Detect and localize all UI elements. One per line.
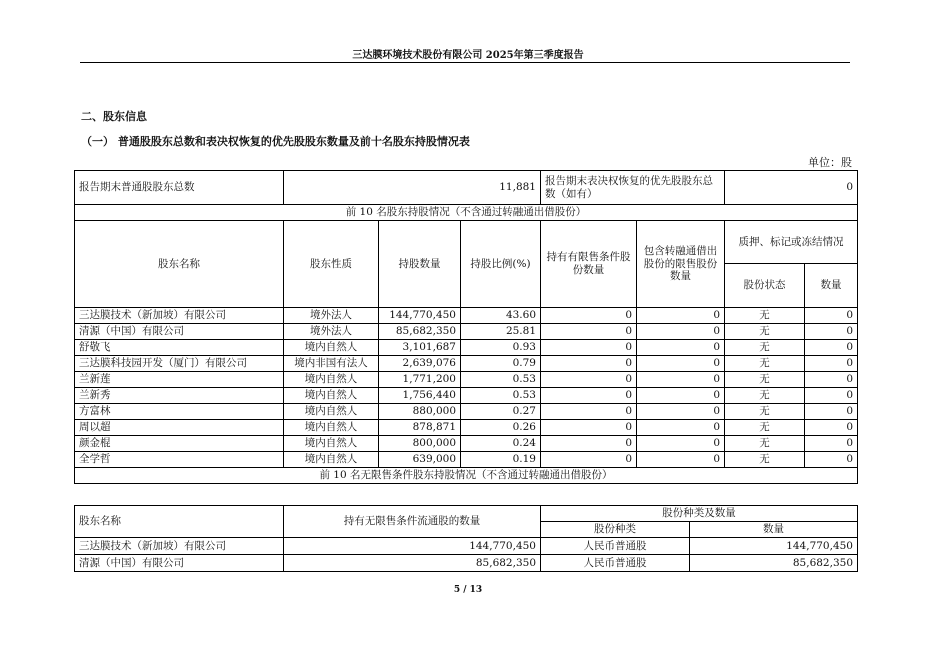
shareholder-status-cell: 无 bbox=[725, 372, 805, 388]
shareholder-nature-cell: 境内自然人 bbox=[284, 372, 379, 388]
shareholder-status-cell: 无 bbox=[725, 420, 805, 436]
shareholder-qty-cell: 0 bbox=[805, 356, 858, 372]
shareholder-status-cell: 无 bbox=[725, 404, 805, 420]
shareholder-status-cell: 无 bbox=[725, 356, 805, 372]
shareholder-restricted-cell: 0 bbox=[541, 324, 637, 340]
shareholder-qty-cell: 0 bbox=[805, 324, 858, 340]
pref-holders-label: 报告期末表决权恢复的优先股股东总数（如有） bbox=[541, 171, 725, 205]
shareholder-qty-cell: 0 bbox=[805, 420, 858, 436]
unrestricted-table bbox=[74, 505, 858, 572]
col-header-lent: 包含转融通借出股份的限售股份数量 bbox=[637, 221, 725, 308]
col-header-name: 股东名称 bbox=[75, 221, 284, 308]
shareholder-ratio-cell: 0.93 bbox=[461, 340, 541, 356]
shareholder-restricted-cell: 0 bbox=[541, 452, 637, 468]
shareholder-row bbox=[75, 356, 858, 372]
shareholder-restricted-cell: 0 bbox=[541, 372, 637, 388]
shareholder-ratio-cell: 0.53 bbox=[461, 372, 541, 388]
shareholder-status-cell: 无 bbox=[725, 452, 805, 468]
shareholder-nature-cell: 境内自然人 bbox=[284, 340, 379, 356]
shareholders-table bbox=[74, 170, 858, 484]
col-header-ratio: 持股比例(%) bbox=[461, 221, 541, 308]
shareholder-name-cell: 颜金棍 bbox=[75, 436, 284, 452]
unrestricted-name-cell: 清源（中国）有限公司 bbox=[75, 555, 284, 572]
shareholder-ratio-cell: 0.27 bbox=[461, 404, 541, 420]
summary-row bbox=[75, 171, 858, 205]
shareholder-shares-cell: 1,756,440 bbox=[379, 388, 461, 404]
shareholder-nature-cell: 境内自然人 bbox=[284, 404, 379, 420]
top10-header-row bbox=[75, 221, 858, 264]
top10-title-row bbox=[75, 205, 858, 221]
shareholder-lent-cell: 0 bbox=[637, 340, 725, 356]
unrestricted-title: 前 10 名无限售条件股东持股情况（不含通过转融通出借股份） bbox=[75, 468, 858, 484]
shareholder-qty-cell: 0 bbox=[805, 388, 858, 404]
shareholder-row bbox=[75, 404, 858, 420]
shareholder-row bbox=[75, 324, 858, 340]
shareholder-qty-cell: 0 bbox=[805, 404, 858, 420]
shareholder-qty-cell: 0 bbox=[805, 340, 858, 356]
u-col-header-count: 持有无限售条件流通股的数量 bbox=[284, 506, 541, 538]
unrestricted-row bbox=[75, 538, 858, 555]
shareholder-qty-cell: 0 bbox=[805, 308, 858, 324]
shareholder-status-cell: 无 bbox=[725, 388, 805, 404]
unrestricted-kind-cell: 人民币普通股 bbox=[541, 555, 690, 572]
total-holders-value: 11,881 bbox=[284, 171, 541, 205]
shareholder-restricted-cell: 0 bbox=[541, 436, 637, 452]
col-header-shares: 持股数量 bbox=[379, 221, 461, 308]
shareholder-nature-cell: 境内自然人 bbox=[284, 452, 379, 468]
shareholder-row bbox=[75, 308, 858, 324]
shareholder-restricted-cell: 0 bbox=[541, 356, 637, 372]
shareholder-nature-cell: 境外法人 bbox=[284, 308, 379, 324]
shareholder-restricted-cell: 0 bbox=[541, 340, 637, 356]
report-header-title: 三达膜环境技术股份有限公司 2025年第三季度报告 bbox=[352, 50, 584, 61]
shareholder-shares-cell: 85,682,350 bbox=[379, 324, 461, 340]
shareholder-ratio-cell: 25.81 bbox=[461, 324, 541, 340]
total-holders-label: 报告期末普通股股东总数 bbox=[75, 171, 284, 205]
unit-label: 单位：股 bbox=[808, 156, 852, 169]
shareholder-restricted-cell: 0 bbox=[541, 308, 637, 324]
shareholder-name-cell: 三达膜技术（新加坡）有限公司 bbox=[75, 308, 284, 324]
shareholder-ratio-cell: 0.19 bbox=[461, 452, 541, 468]
shareholder-ratio-cell: 43.60 bbox=[461, 308, 541, 324]
shareholder-ratio-cell: 0.53 bbox=[461, 388, 541, 404]
shareholder-status-cell: 无 bbox=[725, 308, 805, 324]
shareholder-qty-cell: 0 bbox=[805, 372, 858, 388]
shareholder-shares-cell: 639,000 bbox=[379, 452, 461, 468]
shareholder-qty-cell: 0 bbox=[805, 452, 858, 468]
u-col-header-kind-group: 股份种类及数量 bbox=[541, 506, 858, 522]
unrestricted-row bbox=[75, 555, 858, 572]
unrestricted-kind-cell: 人民币普通股 bbox=[541, 538, 690, 555]
shareholder-nature-cell: 境内非国有法人 bbox=[284, 356, 379, 372]
page-number: 5 / 13 bbox=[453, 585, 483, 595]
shareholder-shares-cell: 800,000 bbox=[379, 436, 461, 452]
shareholder-name-cell: 兰新秀 bbox=[75, 388, 284, 404]
unrestricted-name-cell: 三达膜技术（新加坡）有限公司 bbox=[75, 538, 284, 555]
shareholder-restricted-cell: 0 bbox=[541, 404, 637, 420]
shareholder-shares-cell: 880,000 bbox=[379, 404, 461, 420]
shareholder-lent-cell: 0 bbox=[637, 436, 725, 452]
shareholder-lent-cell: 0 bbox=[637, 356, 725, 372]
shareholder-lent-cell: 0 bbox=[637, 452, 725, 468]
shareholder-ratio-cell: 0.79 bbox=[461, 356, 541, 372]
shareholder-nature-cell: 境内自然人 bbox=[284, 420, 379, 436]
shareholder-shares-cell: 878,871 bbox=[379, 420, 461, 436]
shareholder-row bbox=[75, 340, 858, 356]
unrestricted-title-row bbox=[75, 468, 858, 484]
shareholder-lent-cell: 0 bbox=[637, 404, 725, 420]
shareholder-lent-cell: 0 bbox=[637, 372, 725, 388]
shareholder-name-cell: 舒敬飞 bbox=[75, 340, 284, 356]
u-col-header-name: 股东名称 bbox=[75, 506, 284, 538]
shareholder-name-cell: 周以超 bbox=[75, 420, 284, 436]
shareholder-status-cell: 无 bbox=[725, 436, 805, 452]
col-header-pledge: 质押、标记或冻结情况 bbox=[725, 221, 858, 264]
col-header-restricted: 持有有限售条件股份数量 bbox=[541, 221, 637, 308]
col-header-qty: 数量 bbox=[805, 264, 858, 308]
unrestricted-count-cell: 85,682,350 bbox=[284, 555, 541, 572]
sub-title: （一） 普通股股东总数和表决权恢复的优先股股东数量及前十名股东持股情况表 bbox=[81, 135, 470, 148]
shareholder-status-cell: 无 bbox=[725, 340, 805, 356]
shareholder-shares-cell: 3,101,687 bbox=[379, 340, 461, 356]
shareholder-qty-cell: 0 bbox=[805, 436, 858, 452]
u-col-header-kind: 股份种类 bbox=[541, 522, 690, 538]
top10-title: 前 10 名股东持股情况（不含通过转融通出借股份） bbox=[75, 205, 858, 221]
unrestricted-header-row bbox=[75, 506, 858, 522]
shareholder-ratio-cell: 0.24 bbox=[461, 436, 541, 452]
u-col-header-qty: 数量 bbox=[690, 522, 858, 538]
shareholder-nature-cell: 境内自然人 bbox=[284, 388, 379, 404]
shareholder-lent-cell: 0 bbox=[637, 420, 725, 436]
shareholder-status-cell: 无 bbox=[725, 324, 805, 340]
shareholder-restricted-cell: 0 bbox=[541, 420, 637, 436]
shareholder-row bbox=[75, 452, 858, 468]
shareholder-shares-cell: 1,771,200 bbox=[379, 372, 461, 388]
shareholder-name-cell: 三达膜科技园开发（厦门）有限公司 bbox=[75, 356, 284, 372]
unrestricted-qty-cell: 85,682,350 bbox=[690, 555, 858, 572]
shareholder-shares-cell: 144,770,450 bbox=[379, 308, 461, 324]
shareholder-row bbox=[75, 420, 858, 436]
shareholder-row bbox=[75, 436, 858, 452]
unrestricted-qty-cell: 144,770,450 bbox=[690, 538, 858, 555]
shareholder-lent-cell: 0 bbox=[637, 324, 725, 340]
shareholder-nature-cell: 境内自然人 bbox=[284, 436, 379, 452]
shareholder-lent-cell: 0 bbox=[637, 308, 725, 324]
shareholder-nature-cell: 境外法人 bbox=[284, 324, 379, 340]
pref-holders-value: 0 bbox=[725, 171, 858, 205]
header-rule bbox=[80, 62, 850, 63]
unrestricted-count-cell: 144,770,450 bbox=[284, 538, 541, 555]
col-header-nature: 股东性质 bbox=[284, 221, 379, 308]
shareholder-restricted-cell: 0 bbox=[541, 388, 637, 404]
col-header-status: 股份状态 bbox=[725, 264, 805, 308]
section-title: 二、股东信息 bbox=[81, 110, 147, 123]
shareholder-name-cell: 清源（中国）有限公司 bbox=[75, 324, 284, 340]
shareholder-ratio-cell: 0.26 bbox=[461, 420, 541, 436]
shareholder-name-cell: 全学哲 bbox=[75, 452, 284, 468]
shareholder-row bbox=[75, 372, 858, 388]
shareholder-name-cell: 方富林 bbox=[75, 404, 284, 420]
shareholder-name-cell: 兰新莲 bbox=[75, 372, 284, 388]
shareholder-shares-cell: 2,639,076 bbox=[379, 356, 461, 372]
shareholder-row bbox=[75, 388, 858, 404]
shareholder-lent-cell: 0 bbox=[637, 388, 725, 404]
